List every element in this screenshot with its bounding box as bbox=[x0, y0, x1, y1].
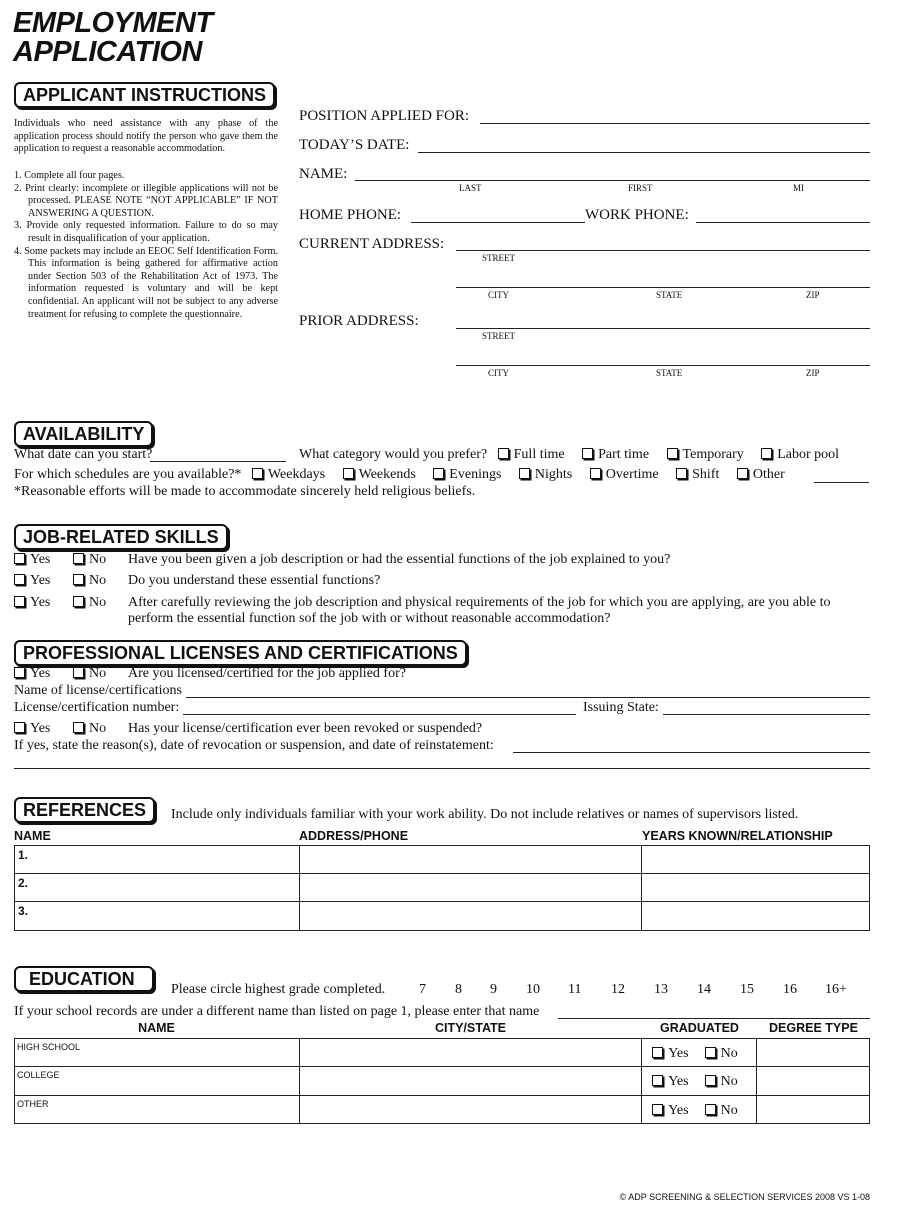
checkbox[interactable] bbox=[761, 448, 772, 459]
skills-q3-text-line2: perform the essential function sof the job with or without reasonable accommodation? bbox=[128, 611, 611, 626]
grade-option[interactable]: 15 bbox=[740, 982, 754, 997]
option-label: Weekdays bbox=[267, 467, 326, 482]
different-name-label: If your school records are under a different name than listed on page 1, please enter that name bbox=[14, 1004, 540, 1019]
start-date-field[interactable] bbox=[150, 461, 286, 462]
checkbox[interactable] bbox=[433, 468, 444, 479]
school-type-label: OTHER bbox=[17, 1099, 49, 1109]
section-heading-instructions: APPLICANT INSTRUCTIONS bbox=[14, 82, 275, 108]
checkbox[interactable] bbox=[737, 468, 748, 479]
checkbox[interactable] bbox=[73, 722, 84, 733]
name-field[interactable] bbox=[355, 180, 870, 181]
form-title-line1: EMPLOYMENT bbox=[13, 7, 213, 39]
license-q2-text: Has your license/certification ever been revoked or suspended? bbox=[128, 721, 483, 736]
section-heading-availability: AVAILABILITY bbox=[14, 421, 153, 447]
position-label: POSITION APPLIED FOR: bbox=[299, 108, 470, 124]
ref-years-cell[interactable] bbox=[642, 902, 870, 931]
option-label: No bbox=[89, 552, 107, 567]
checkbox[interactable] bbox=[73, 574, 84, 585]
edu-name-cell[interactable] bbox=[15, 1067, 300, 1096]
category-row bbox=[299, 447, 839, 463]
option-evenings[interactable] bbox=[433, 467, 501, 482]
checkbox[interactable] bbox=[73, 667, 84, 678]
graduated-no[interactable] bbox=[705, 1103, 738, 1118]
issuing-state-label: Issuing State: bbox=[583, 700, 659, 715]
edu-graduated-cell bbox=[642, 1067, 757, 1096]
instruction-item: 4. Some packets may include an EEOC Self Identification Form. This information is being gathered for affirmative action under Section 503 of the Rehabilitation Act of 1973. The information requested is voluntary and will be kept confidential. An applicant will not be subject to any adverse treatment for refusing to complete the questionnaire. bbox=[14, 245, 278, 320]
prior-street-field[interactable] bbox=[456, 328, 870, 329]
checkbox[interactable] bbox=[498, 448, 509, 459]
option-label: No bbox=[720, 1102, 738, 1118]
schedule-label: For which schedules are you available?* bbox=[14, 467, 242, 482]
edu-degree-cell[interactable] bbox=[757, 1039, 870, 1067]
grade-option[interactable]: 7 bbox=[419, 982, 426, 997]
grade-option[interactable]: 14 bbox=[697, 982, 711, 997]
position-field[interactable] bbox=[480, 123, 870, 124]
license-q1-no[interactable] bbox=[73, 666, 106, 682]
issuing-state-field[interactable] bbox=[663, 714, 870, 715]
name-sub-first: FIRST bbox=[628, 183, 653, 193]
table-row bbox=[15, 846, 870, 874]
checkbox[interactable] bbox=[343, 468, 354, 479]
option-part-time[interactable] bbox=[582, 447, 649, 462]
date-label: TODAY’S DATE: bbox=[299, 137, 410, 153]
edu-graduated-cell bbox=[642, 1039, 757, 1067]
option-label: Evenings bbox=[449, 467, 502, 482]
grade-option[interactable]: 13 bbox=[654, 982, 668, 997]
license-q1-yes[interactable] bbox=[14, 666, 50, 682]
current-sub-state: STATE bbox=[656, 290, 683, 300]
option-label: Yes bbox=[30, 721, 51, 736]
skills-q3-no[interactable] bbox=[73, 595, 106, 611]
ref-col-name: NAME bbox=[14, 829, 51, 843]
graduated-yes[interactable] bbox=[652, 1046, 688, 1061]
checkbox[interactable] bbox=[14, 574, 25, 585]
checkbox[interactable] bbox=[705, 1075, 716, 1086]
graduated-no[interactable] bbox=[705, 1074, 738, 1089]
option-label: Yes bbox=[668, 1102, 689, 1118]
skills-q1-no[interactable] bbox=[73, 552, 106, 568]
graduated-no[interactable] bbox=[705, 1046, 738, 1061]
row-number: 1. bbox=[18, 848, 29, 862]
skills-q2-yes[interactable] bbox=[14, 573, 50, 589]
edu-city-cell[interactable] bbox=[299, 1039, 642, 1067]
ref-address-cell[interactable] bbox=[299, 874, 642, 902]
name-label: NAME: bbox=[299, 166, 348, 182]
edu-col-graduated: GRADUATED bbox=[660, 1021, 739, 1035]
option-label: No bbox=[720, 1045, 738, 1061]
checkbox[interactable] bbox=[73, 596, 84, 607]
grade-option[interactable]: 8 bbox=[455, 982, 462, 997]
license-q2-yes[interactable] bbox=[14, 721, 50, 737]
grade-label: Please circle highest grade completed. bbox=[171, 982, 386, 997]
ref-name-cell[interactable] bbox=[15, 902, 300, 931]
edu-city-cell[interactable] bbox=[299, 1096, 642, 1124]
school-type-label: COLLEGE bbox=[17, 1070, 60, 1080]
option-weekdays[interactable] bbox=[252, 467, 325, 482]
references-table bbox=[14, 845, 870, 931]
form-title-line2: APPLICATION bbox=[13, 36, 202, 68]
skills-q1-text: Have you been given a job description or had the essential functions of the job explained to you? bbox=[128, 552, 671, 567]
checkbox[interactable] bbox=[252, 468, 263, 479]
license-name-field[interactable] bbox=[186, 697, 870, 698]
option-weekends[interactable] bbox=[343, 467, 416, 482]
option-shift[interactable] bbox=[676, 467, 719, 482]
option-label: Temporary bbox=[682, 447, 744, 462]
grade-option[interactable]: 9 bbox=[490, 982, 497, 997]
name-sub-mi: MI bbox=[793, 183, 804, 193]
table-row bbox=[15, 1067, 870, 1096]
references-instruction: Include only individuals familiar with your work ability. Do not include relatives or names of supervisors listed. bbox=[171, 807, 799, 822]
option-label: Nights bbox=[534, 467, 573, 482]
revocation-reason-field-2[interactable] bbox=[14, 768, 870, 769]
ref-address-cell[interactable] bbox=[299, 902, 642, 931]
option-label: Labor pool bbox=[777, 447, 840, 462]
option-label: Shift bbox=[692, 467, 720, 482]
option-label: Full time bbox=[513, 447, 565, 462]
option-other[interactable] bbox=[737, 467, 785, 482]
prior-city-field[interactable] bbox=[456, 365, 870, 366]
current-sub-street: STREET bbox=[482, 253, 515, 263]
ref-years-cell[interactable] bbox=[642, 874, 870, 902]
current-city-field[interactable] bbox=[456, 287, 870, 288]
option-label: No bbox=[89, 721, 107, 736]
option-temporary[interactable] bbox=[667, 447, 744, 462]
edu-col-degree: DEGREE TYPE bbox=[769, 1021, 858, 1035]
skills-q2-no[interactable] bbox=[73, 573, 106, 589]
education-table bbox=[14, 1038, 870, 1124]
option-label: Yes bbox=[30, 552, 51, 567]
edu-graduated-cell bbox=[642, 1096, 757, 1124]
table-row bbox=[15, 874, 870, 902]
home-phone-field[interactable] bbox=[411, 222, 585, 223]
option-label: Weekends bbox=[358, 467, 416, 482]
edu-city-cell[interactable] bbox=[299, 1067, 642, 1096]
table-row bbox=[15, 902, 870, 931]
grade-option[interactable]: 16+ bbox=[825, 982, 847, 997]
checkbox[interactable] bbox=[582, 448, 593, 459]
edu-degree-cell[interactable] bbox=[757, 1067, 870, 1096]
current-sub-zip: ZIP bbox=[806, 290, 820, 300]
revocation-reason-field[interactable] bbox=[513, 752, 870, 753]
skills-q1-yes[interactable] bbox=[14, 552, 50, 568]
row-number: 3. bbox=[18, 904, 29, 918]
skills-q2-text: Do you understand these essential functions? bbox=[128, 573, 381, 588]
checkbox[interactable] bbox=[14, 596, 25, 607]
ref-years-cell[interactable] bbox=[642, 846, 870, 874]
checkbox[interactable] bbox=[590, 468, 601, 479]
school-type-label: HIGH SCHOOL bbox=[17, 1042, 81, 1052]
option-label: Other bbox=[752, 467, 785, 482]
section-heading-skills: JOB-RELATED SKILLS bbox=[14, 524, 228, 550]
checkbox[interactable] bbox=[652, 1104, 663, 1115]
instructions-intro: Individuals who need assistance with any phase of the application process should notify the person who gave them the application to request a reasonable accommodation. bbox=[14, 118, 278, 155]
ref-name-cell[interactable] bbox=[15, 846, 300, 874]
current-address-label: CURRENT ADDRESS: bbox=[299, 236, 445, 252]
section-heading-education: EDUCATION bbox=[14, 966, 154, 992]
license-number-label: License/certification number: bbox=[14, 700, 180, 715]
option-full-time[interactable] bbox=[498, 447, 565, 462]
row-number: 2. bbox=[18, 876, 29, 890]
work-phone-label: WORK PHONE: bbox=[585, 207, 689, 223]
current-sub-city: CITY bbox=[488, 290, 509, 300]
work-phone-field[interactable] bbox=[696, 222, 870, 223]
checkbox[interactable] bbox=[667, 448, 678, 459]
edu-name-cell[interactable] bbox=[15, 1096, 300, 1124]
skills-q3-yes[interactable] bbox=[14, 595, 50, 611]
graduated-yes[interactable] bbox=[652, 1103, 688, 1118]
checkbox[interactable] bbox=[652, 1075, 663, 1086]
grade-option[interactable]: 10 bbox=[526, 982, 540, 997]
prior-sub-state: STATE bbox=[656, 368, 683, 378]
different-name-field[interactable] bbox=[558, 1018, 870, 1019]
ref-name-cell[interactable] bbox=[15, 874, 300, 902]
prior-address-label: PRIOR ADDRESS: bbox=[299, 313, 419, 329]
checkbox[interactable] bbox=[652, 1047, 663, 1058]
option-label: No bbox=[89, 666, 107, 681]
name-sub-last: LAST bbox=[459, 183, 482, 193]
checkbox[interactable] bbox=[14, 553, 25, 564]
skills-q3-text-line1: After carefully reviewing the job description and physical requirements of the job for which you are applying, are you able to bbox=[128, 595, 831, 610]
prior-sub-zip: ZIP bbox=[806, 368, 820, 378]
option-label: No bbox=[720, 1074, 738, 1089]
option-labor-pool[interactable] bbox=[761, 447, 839, 462]
checkbox[interactable] bbox=[519, 468, 530, 479]
license-q1-text: Are you licensed/certified for the job applied for? bbox=[128, 666, 406, 681]
grade-option[interactable]: 12 bbox=[611, 982, 625, 997]
current-street-field[interactable] bbox=[456, 250, 870, 251]
date-field[interactable] bbox=[418, 152, 870, 153]
table-row bbox=[15, 1096, 870, 1124]
license-name-label: Name of license/certifications bbox=[14, 683, 182, 698]
section-heading-licenses: PROFESSIONAL LICENSES AND CERTIFICATIONS bbox=[14, 640, 467, 666]
religious-note: *Reasonable efforts will be made to accommodate sincerely held religious beliefs. bbox=[14, 484, 476, 499]
grade-option[interactable]: 16 bbox=[783, 982, 797, 997]
prior-sub-street: STREET bbox=[482, 331, 515, 341]
checkbox[interactable] bbox=[14, 722, 25, 733]
license-number-field[interactable] bbox=[183, 714, 576, 715]
option-label: No bbox=[89, 595, 107, 610]
edu-col-city: CITY/STATE bbox=[434, 1021, 507, 1035]
prior-sub-city: CITY bbox=[488, 368, 509, 378]
checkbox[interactable] bbox=[14, 667, 25, 678]
option-label: Yes bbox=[668, 1074, 689, 1089]
checkbox[interactable] bbox=[676, 468, 687, 479]
grade-option[interactable]: 11 bbox=[568, 982, 582, 997]
license-q2-no[interactable] bbox=[73, 721, 106, 737]
instruction-item: 3. Provide only requested information. Failure to do so may result in disqualification of your application. bbox=[14, 220, 278, 244]
other-schedule-field[interactable] bbox=[814, 482, 869, 483]
checkbox[interactable] bbox=[705, 1104, 716, 1115]
option-label: Yes bbox=[30, 666, 51, 681]
table-row bbox=[15, 1039, 870, 1067]
instruction-item: 1. Complete all four pages. bbox=[14, 170, 125, 181]
option-label: Yes bbox=[668, 1045, 689, 1061]
graduated-yes[interactable] bbox=[652, 1074, 688, 1089]
start-date-label: What date can you start? bbox=[14, 447, 153, 462]
option-label: Yes bbox=[30, 573, 51, 588]
edu-degree-cell[interactable] bbox=[757, 1096, 870, 1124]
ref-col-years: YEARS KNOWN/RELATIONSHIP bbox=[642, 829, 833, 843]
ref-col-address: ADDRESS/PHONE bbox=[299, 829, 409, 843]
instructions-list bbox=[14, 170, 278, 321]
option-label: No bbox=[89, 573, 107, 588]
option-label: Part time bbox=[598, 447, 650, 462]
copyright-footer: © ADP SCREENING & SELECTION SERVICES 2008 VS 1-08 bbox=[619, 1192, 870, 1202]
checkbox[interactable] bbox=[73, 553, 84, 564]
option-overtime[interactable] bbox=[590, 467, 659, 482]
instruction-item: 2. Print clearly: incomplete or illegible applications will not be processed. PLEASE NOTE “NOT APPLICABLE” IF NOT ANSWERING A QUESTION. bbox=[14, 182, 278, 219]
ref-address-cell[interactable] bbox=[299, 846, 642, 874]
section-heading-references: REFERENCES bbox=[14, 797, 155, 823]
revocation-reason-label: If yes, state the reason(s), date of revocation or suspension, and date of reinstatement: bbox=[14, 738, 494, 753]
edu-name-cell[interactable] bbox=[15, 1039, 300, 1067]
option-label: Overtime bbox=[605, 467, 659, 482]
option-label: Yes bbox=[30, 595, 51, 610]
home-phone-label: HOME PHONE: bbox=[299, 207, 402, 223]
category-label: What category would you prefer? bbox=[299, 447, 488, 462]
option-nights[interactable] bbox=[519, 467, 572, 482]
edu-col-name: NAME bbox=[138, 1021, 175, 1035]
schedule-row bbox=[14, 467, 785, 483]
checkbox[interactable] bbox=[705, 1047, 716, 1058]
